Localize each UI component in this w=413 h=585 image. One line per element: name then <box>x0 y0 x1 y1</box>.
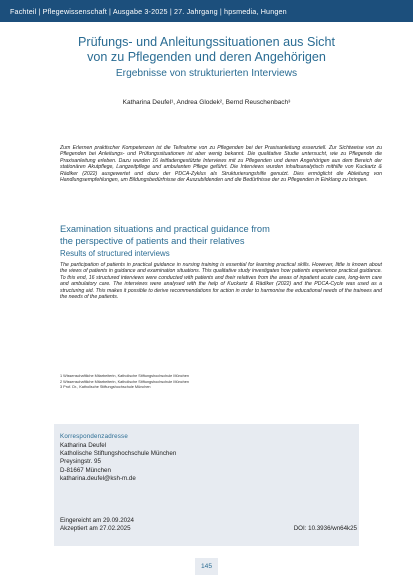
abstract-german: Zum Erlernen praktischer Kompetenzen ist die Teilnahme von zu Pflegenden bei der Praxisanleitung essenziell. Zur Sichtweise von zu Pflegenden bei Anleitungs- und Prüfungssituationen ist aber wenig bekannt. Die qualitative Studie untersucht, wie zu Pflegende die Praxisanleitung erleben. Dazu wurden 16 leitfadengestützte Interviews mit zu Pflegenden und deren Angehörigen aus dem Bereich der stationären Akutpflege, Langzeitpflege und ambulanten Pflege geführt. Die Interviews wurden inhaltsanalytisch mithilfe von Kuckartz & Rädiker (2022) ausgewertet und dazu der PDCA-Zyklus als Strukturierungshilfe genutzt. Dies ermöglicht die Ableitung von Handlungsempfehlungen, um Bildungsbedürfnisse der Auszubildenden und die Bedürfnisse der zu Pflegenden in Einklang zu bringen. <box>60 145 382 184</box>
accepted-date: Akzeptiert am 27.02.2025 <box>60 525 131 533</box>
english-title-line-1: Examination situations and practical guidance from <box>60 224 270 234</box>
affiliation-3: 3 Prof. Dr., Katholische Stiftungshochschule München <box>60 385 151 390</box>
journal-header-bar <box>0 0 413 22</box>
correspondence-street: Preysingstr. 95 <box>60 458 101 466</box>
submission-dates <box>60 517 134 533</box>
affiliation-footnotes <box>60 374 382 391</box>
doi-label[interactable]: DOI: 10.3936/wn64k25 <box>293 525 357 532</box>
correspondence-name: Katharina Deufel <box>60 442 107 449</box>
correspondence-label: Korrespondenzadresse <box>60 433 128 440</box>
affiliation-2: 2 Wissenschaftliche Mitarbeiterin, Katholische Stiftungshochschule München <box>60 379 189 384</box>
correspondence-city: D-81667 München <box>60 466 111 474</box>
page-number-box <box>195 558 218 575</box>
article-subtitle: Ergebnisse von strukturierten Interviews <box>115 68 298 79</box>
article-title-line-2: von zu Pflegenden und deren Angehörigen <box>87 50 326 64</box>
correspondence-institution: Katholische Stiftungshochschule München <box>60 450 177 458</box>
abstract-english: The participation of patients in practical guidance in nursing training is essential for learning practical skills. However, little is known about the views of patients in guidance and examination situations. This qualitative study investigates how patients experience practical guidance. To this end, 16 structured interviews were conducted with patients and their relatives from the areas of inpatient acute care, long-term care and ambulatory care. The interviews were analysed with the help of Kuckartz & Rädiker (2022) and the PDCA-Cycle was used as a structuring aid. This makes it possible to derive recommendations for action in order to harmonise the educational needs of the trainees and the needs of the patients. <box>60 262 382 301</box>
page-number: 145 <box>200 563 212 570</box>
journal-header-text: Fachteil | Pflegewissenschaft | Ausgabe 3-2025 | 27. Jahrgang | hpsmedia, Hungen <box>10 6 287 16</box>
affiliation-1: 1 Wissenschaftliche Mitarbeiterin, Katholische Stiftungshochschule München <box>60 374 189 378</box>
received-date: Eingereicht am 29.09.2024 <box>60 517 134 524</box>
author-list: Katharina Deufel¹, Andrea Glodek², Bernd Reuschenbach³ <box>122 99 291 106</box>
english-title <box>60 224 382 247</box>
english-title-line-2: the perspective of patients and their relatives <box>60 235 245 246</box>
article-title-line-1: Prüfungs- und Anleitungssituationen aus Sicht <box>78 35 335 49</box>
english-subtitle: Results of structured interviews <box>60 249 170 258</box>
correspondence-address <box>60 442 176 483</box>
correspondence-email[interactable]: katharina.deufel@ksh-m.de <box>60 474 136 482</box>
